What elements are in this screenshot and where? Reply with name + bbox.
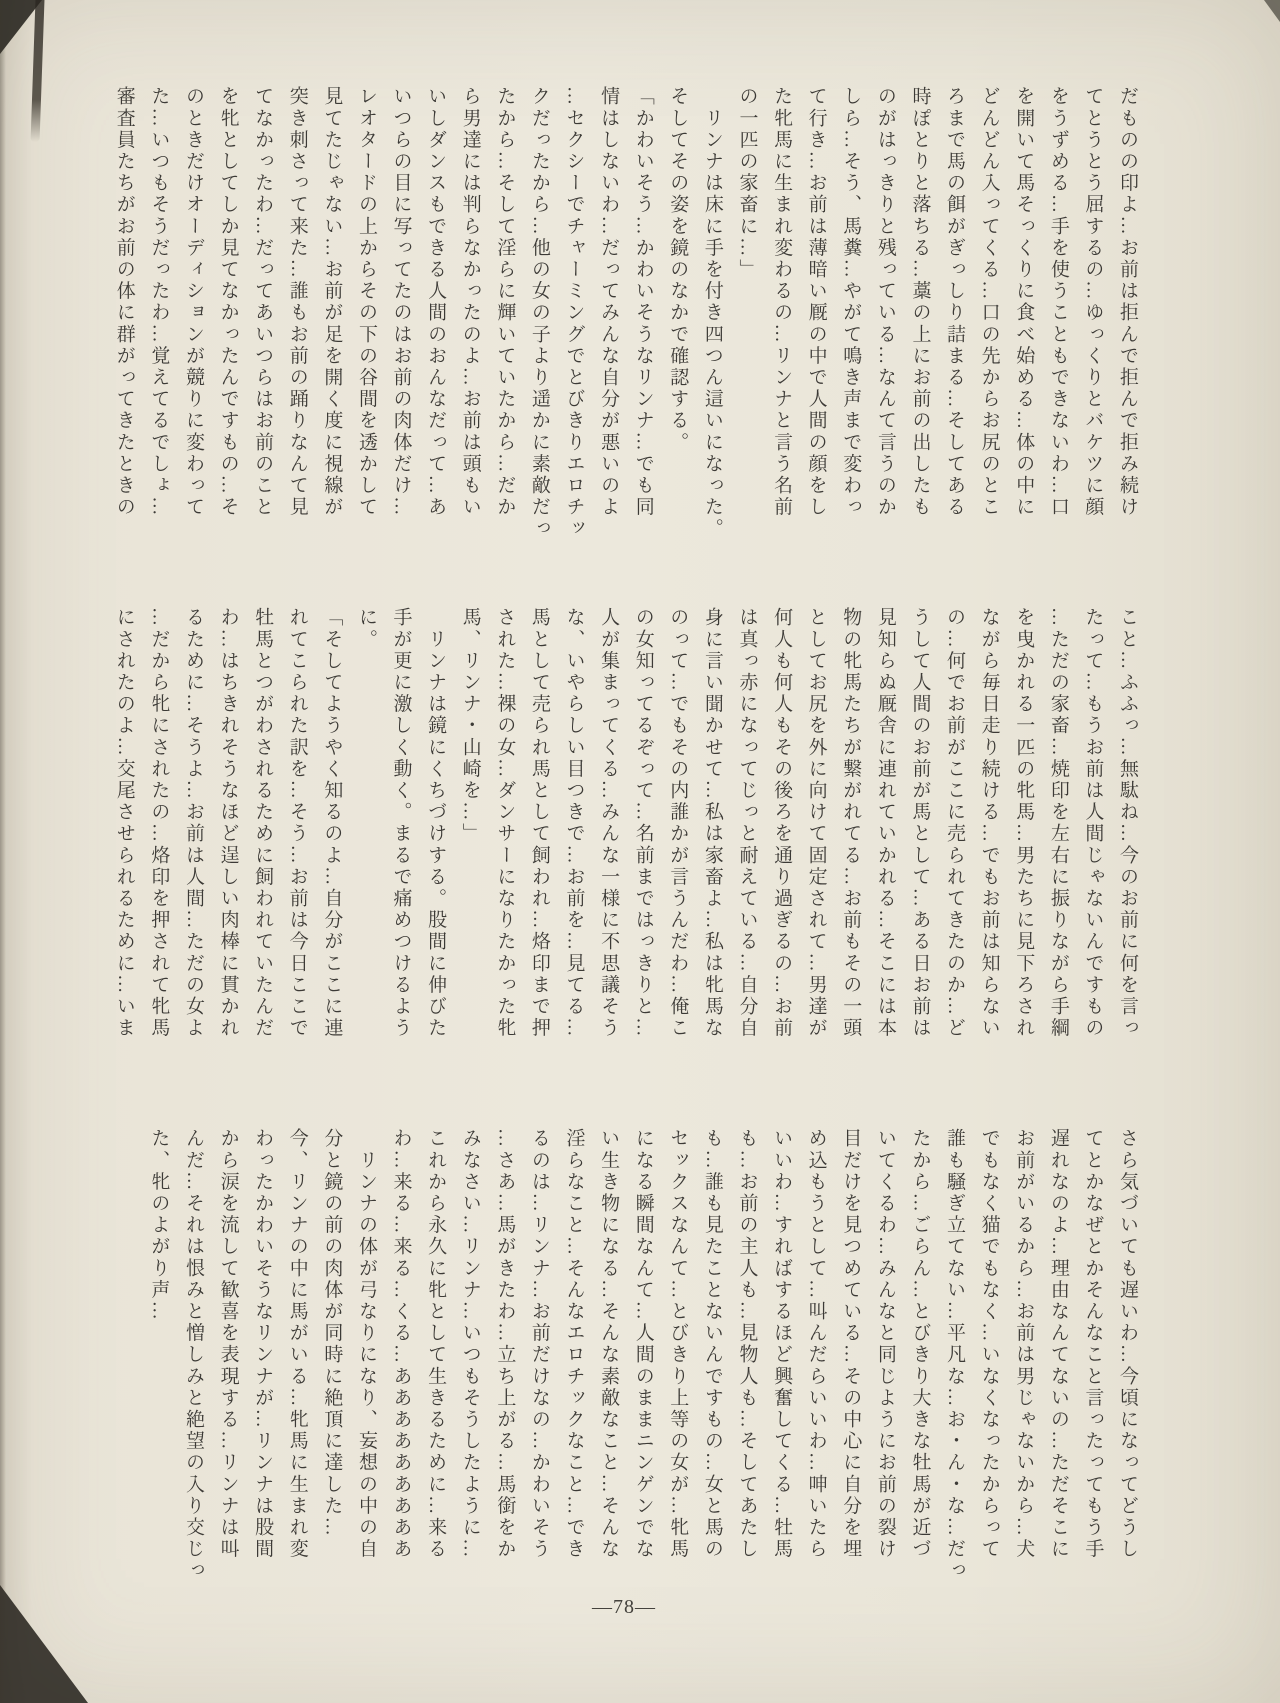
text-column: てなかったわ…だってあいつらはお前のこと	[252, 86, 274, 518]
text-column: 馬として売られ馬として飼われ…烙印まで押	[528, 607, 550, 1039]
text-column: どんどん入ってくる…口の先からお尻のとこ	[978, 86, 1000, 518]
text-column: ら男達には判らなかったのよ…お前は頭もい	[459, 86, 481, 518]
text-column: でもなく猫でもなく…いなくなったからって	[978, 1128, 1000, 1560]
text-column: 「かわいそう…かわいそうなリンナ…でも同	[632, 86, 654, 518]
text-column: …さあ…馬がきたわ…立ち上がる…馬銜をか	[494, 1128, 516, 1560]
text-column: た、牝のよがり声…	[148, 1128, 170, 1323]
text-column: 時ぽとりと落ちる…藁の上にお前の出したも	[909, 86, 931, 518]
text-band-middle	[104, 607, 1144, 1063]
text-band-top	[104, 86, 1144, 542]
text-column: 今、リンナの中に馬がいる…牝馬に生まれ変	[286, 1128, 308, 1560]
text-column: 馬、リンナ・山崎を…」	[459, 607, 481, 845]
text-column: るのは…リンナ…お前だけなの…かわいそう	[528, 1128, 550, 1560]
text-column: 人が集まってくる…みんな一様に不思議そう	[598, 607, 620, 1039]
text-column: わ…来る…来る…くる…あああああああああ	[390, 1128, 412, 1560]
text-column: としてお尻を外に向けて固定されて…男達が	[805, 607, 827, 1039]
text-column: わ…はちきれそうなほど逞しい肉棒に貫かれ	[217, 607, 239, 1039]
text-column: たから…そして淫らに輝いていたから…だか	[494, 86, 516, 518]
text-column: の…何でお前がここに売られてきたのか…ど	[944, 607, 966, 1039]
text-column: た…いつもそうだったわ…覚えてるでしょ…	[148, 86, 170, 518]
text-column: …ただの家畜…焼印を左右に振りながら手綱	[1047, 607, 1069, 1039]
text-column: ろまで馬の餌がぎっしり詰まる…そしてある	[944, 86, 966, 518]
scan-artifact-top-right-corner	[1264, 0, 1280, 22]
text-column: そしてその姿を鏡のなかで確認する。	[667, 86, 689, 454]
text-column: 審査員たちがお前の体に群がってきたときの	[113, 86, 135, 518]
text-column: …セクシーでチャーミングでとびきりエロチッ	[563, 86, 585, 540]
text-column: のって…でもその内誰かが言うんだわ…俺こ	[667, 607, 689, 1039]
text-column: これから永久に牝として生きるために…来る	[425, 1128, 447, 1560]
text-column: 突き刺さって来た…誰もお前の踊りなんて見	[286, 86, 308, 518]
text-column: の一匹の家畜に…」	[736, 86, 758, 281]
text-column: い生き物になる…そんな素敵なこと…そんな	[598, 1128, 620, 1560]
text-column: レオタードの上からその下の谷間を透かして	[355, 86, 377, 518]
text-column: 情はしないわ…だってみんな自分が悪いのよ	[598, 86, 620, 518]
text-column: 目だけを見つめている…その中心に自分を埋	[840, 1128, 862, 1560]
text-column: こと…ふふっ…無駄ね…今のお前に何を言っ	[1117, 607, 1138, 1039]
text-band-bottom	[104, 1128, 1144, 1584]
text-column: 遅れなのよ…理由なんてないの…ただそこに	[1047, 1128, 1069, 1560]
text-column: も…お前の主人も…見物人も…そしてあたし	[736, 1128, 758, 1560]
text-column: いしダンスもできる人間のおんなだって…あ	[425, 86, 447, 518]
text-column: リンナの体が弓なりになり、妄想の中の自	[355, 1128, 377, 1560]
text-column: 分と鏡の前の肉体が同時に絶頂に達した…	[321, 1128, 343, 1539]
scan-artifact-top-left-line	[31, 0, 45, 142]
text-column: るために…そうよ…お前は人間…ただの女よ	[182, 607, 204, 1039]
text-column: をうずめる…手を使うこともできないわ…口	[1047, 86, 1069, 518]
text-column: ながら毎日走り続ける…でもお前は知らない	[978, 607, 1000, 1039]
text-column: の女知ってるぞって…名前まではっきりと…	[632, 607, 654, 1039]
text-column: め込もうとして…叫んだらいいわ…呻いたら	[805, 1128, 827, 1560]
text-column: 見てたじゃない…お前が足を開く度に視線が	[321, 86, 343, 518]
text-column: クだったから…他の女の子より遥かに素敵だっ	[528, 86, 550, 540]
text-column: いいわ…すればするほど興奮してくる…牡馬	[771, 1128, 793, 1560]
scan-artifact-bottom-left-corner	[0, 1585, 88, 1703]
text-column: んだ…それは恨みと憎しみと絶望の入り交じっ	[182, 1128, 204, 1582]
text-column: …だから牝にされたの…烙印を押されて牝馬	[148, 607, 170, 1039]
text-column: たって…もうお前は人間じゃないんですもの	[1082, 607, 1104, 1039]
text-column: 見知らぬ厩舎に連れていかれる…そこには本	[874, 607, 896, 1039]
text-column: いつらの目に写ってたのはお前の肉体だけ…	[390, 86, 412, 518]
text-column: に。	[355, 607, 377, 651]
text-column: みなさい…リンナ…いつもそうしたように…	[459, 1128, 481, 1560]
text-column: は真っ赤になってじっと耐えている…自分自	[736, 607, 758, 1039]
text-column: を牝としてしか見てなかったんですもの…そ	[217, 86, 239, 518]
text-column: しら…そう、馬糞…やがて鳴き声まで変わっ	[840, 86, 862, 518]
text-column: いてくるわ…みんなと同じようにお前の裂け	[874, 1128, 896, 1560]
text-column: 牡馬とつがわされるために飼われていたんだ	[252, 607, 274, 1039]
text-column: てとかなぜとかそんなこと言ったってもう手	[1082, 1128, 1104, 1560]
text-column: セックスなんて…とびきり上等の女が…牝馬	[667, 1128, 689, 1560]
text-column: も…誰も見たことないんですもの…女と馬の	[701, 1128, 723, 1560]
text-column: を開いて馬そっくりに食べ始める…体の中に	[1013, 86, 1035, 518]
text-column: て行き…お前は薄暗い厩の中で人間の顔をし	[805, 86, 827, 518]
scan-artifact-left-edge-shadow	[0, 0, 6, 1703]
text-column: わったかわいそうなリンナが…リンナは股間	[252, 1128, 274, 1560]
text-column: を曳かれる一匹の牝馬…男たちに見下ろされ	[1013, 607, 1035, 1039]
text-column: された…裸の女…ダンサーになりたかった牝	[494, 607, 516, 1039]
page-number: ―78―	[592, 1596, 656, 1618]
text-column: 手が更に激しく動く。まるで痛めつけるよう	[390, 607, 412, 1039]
text-column: 淫らなこと…そんなエロチックなこと…でき	[563, 1128, 585, 1560]
text-column: れてこられた訳を…そう…お前は今日ここで	[286, 607, 308, 1039]
text-column: お前がいるから…お前は男じゃないから…犬	[1013, 1128, 1035, 1560]
text-column: になる瞬間なんて…人間のままニンゲンでな	[632, 1128, 654, 1560]
text-column: た牝馬に生まれ変わるの…リンナと言う名前	[771, 86, 793, 518]
text-column: から涙を流して歓喜を表現する…リンナは叫	[217, 1128, 239, 1560]
text-column: だものの印よ…お前は拒んで拒んで拒み続け	[1117, 86, 1138, 518]
text-column: 「そしてようやく知るのよ…自分がここに連	[321, 607, 343, 1039]
text-column: リンナは鏡にくちづけする。股間に伸びた	[425, 607, 447, 1039]
text-column: のがはっきりと残っている…なんて言うのか	[874, 86, 896, 518]
text-column: リンナは床に手を付き四つん這いになった。	[701, 86, 723, 540]
text-column: 何人も何人もその後ろを通り過ぎるの…お前	[771, 607, 793, 1039]
text-column: 身に言い聞かせて…私は家畜よ…私は牝馬な	[701, 607, 723, 1039]
text-column: さら気づいても遅いわ…今頃になってどうし	[1117, 1128, 1138, 1560]
text-column: な、いやらしい目つきで…お前を…見てる…	[563, 607, 585, 1039]
text-column: うして人間のお前が馬として…ある日お前は	[909, 607, 931, 1039]
text-column: てとうとう屈するの…ゆっくりとバケツに顔	[1082, 86, 1104, 518]
scan-artifact-top-left-corner	[0, 0, 42, 54]
text-column: たから…ごらん…とびきり大きな牡馬が近づ	[909, 1128, 931, 1560]
text-column: 誰も騒ぎ立てない…平凡な…お・ん・な…だっ	[944, 1128, 966, 1582]
text-column: にされたのよ…交尾させられるために…いま	[113, 607, 135, 1039]
text-column: 物の牝馬たちが繋がれてる…お前もその一頭	[840, 607, 862, 1039]
text-column: のときだけオーディションが競りに変わって	[182, 86, 204, 518]
